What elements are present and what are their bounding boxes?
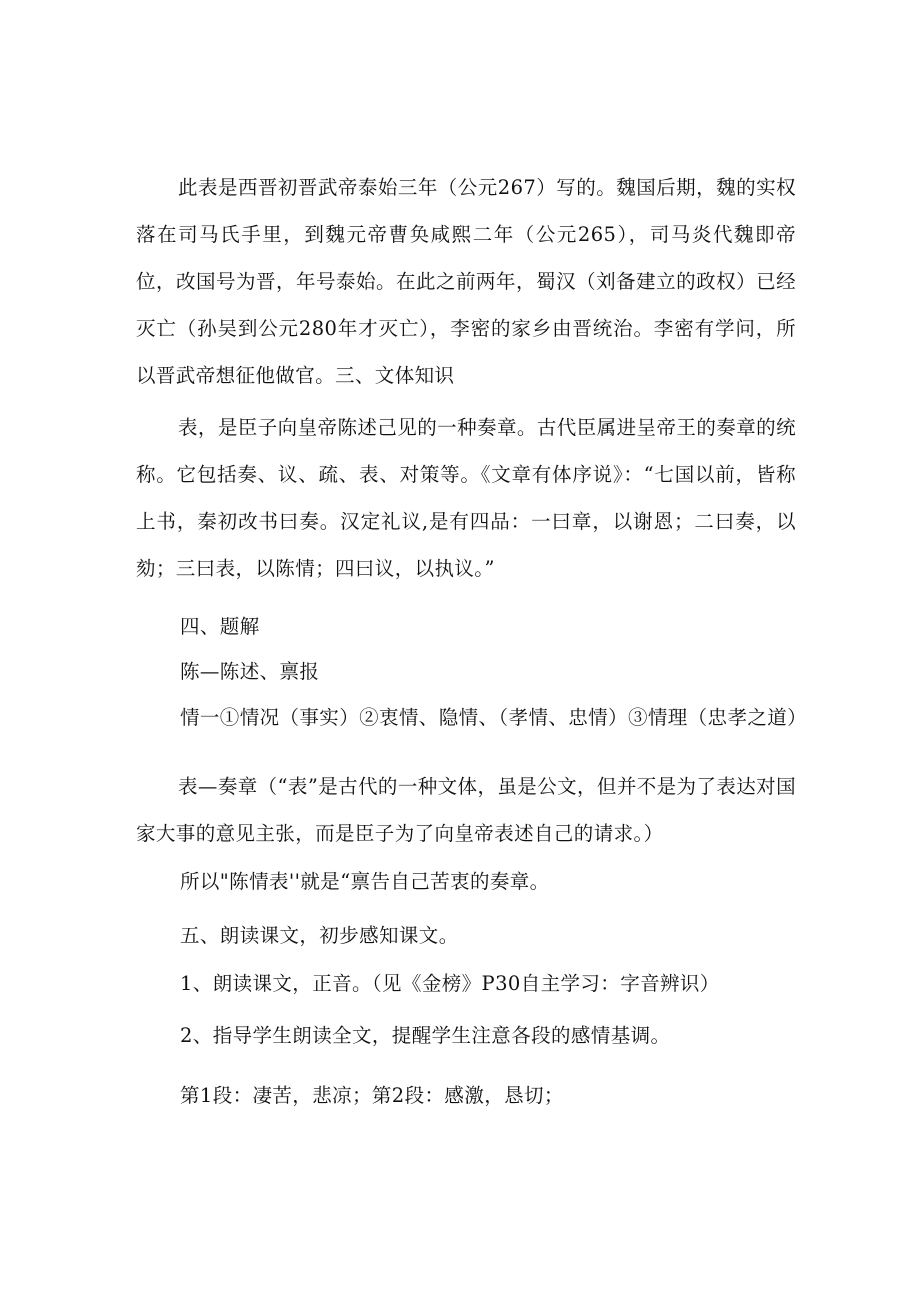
paragraph-historical-background: 此表是西晋初晋武帝泰始三年（公元267）写的。魏国后期，魏的实权落在司马氏手里，到魏元帝曹奂咸熙二年（公元265），司马炎代魏即帝位，改国号为晋，年号泰始。在此之前两年，蜀汉（刘备建立的政权）已经灭亡（孙吴到公元280年才灭亡），李密的家乡由晋统治。李密有学问，所以晋武帝想征他做官。三、文体知识 (136, 176, 796, 387)
line-qing-definition: 情一①情况（事实）②衷情、隐情、（孝情、忠情）③情理（忠孝之道） (180, 706, 808, 729)
paragraph-genre-knowledge: 表，是臣子向皇帝陈述己见的一种奏章。古代臣属进呈帝王的奏章的统称。它包括奏、议、疏、表、对策等。《文章有体序说》：“七国以前，皆称上书，秦初改书曰奏。汉定礼议,是有四品：一曰章，以谢恩；二曰奏，以劾；三曰表，以陈情；四曰议，以执议。” (136, 416, 796, 580)
line-chen-definition: 陈—陈述、禀报 (180, 660, 320, 683)
paragraph-biao-definition: 表—奏章（“表”是古代的一种文体，虽是公文，但并不是为了表达对国家大事的意见主张，而是臣子为了向皇帝表述自己的请求。） (136, 775, 796, 845)
list-item-reading-1: 1、朗读课文，正音。（见《金榜》P30自主学习：字音辨识） (180, 972, 720, 995)
heading-title-explanation: 四、题解 (180, 615, 260, 638)
line-title-meaning: 所以"陈情表''就是“禀告自己苦衷的奏章。 (180, 870, 550, 893)
list-item-reading-2: 2、指导学生朗读全文，提醒学生注意各段的感情基调。 (180, 1024, 671, 1047)
heading-reading-section: 五、朗读课文，初步感知课文。 (180, 924, 459, 947)
line-paragraph-tones: 第1段：凄苦，悲凉；第2段：感激，恳切； (180, 1084, 564, 1107)
